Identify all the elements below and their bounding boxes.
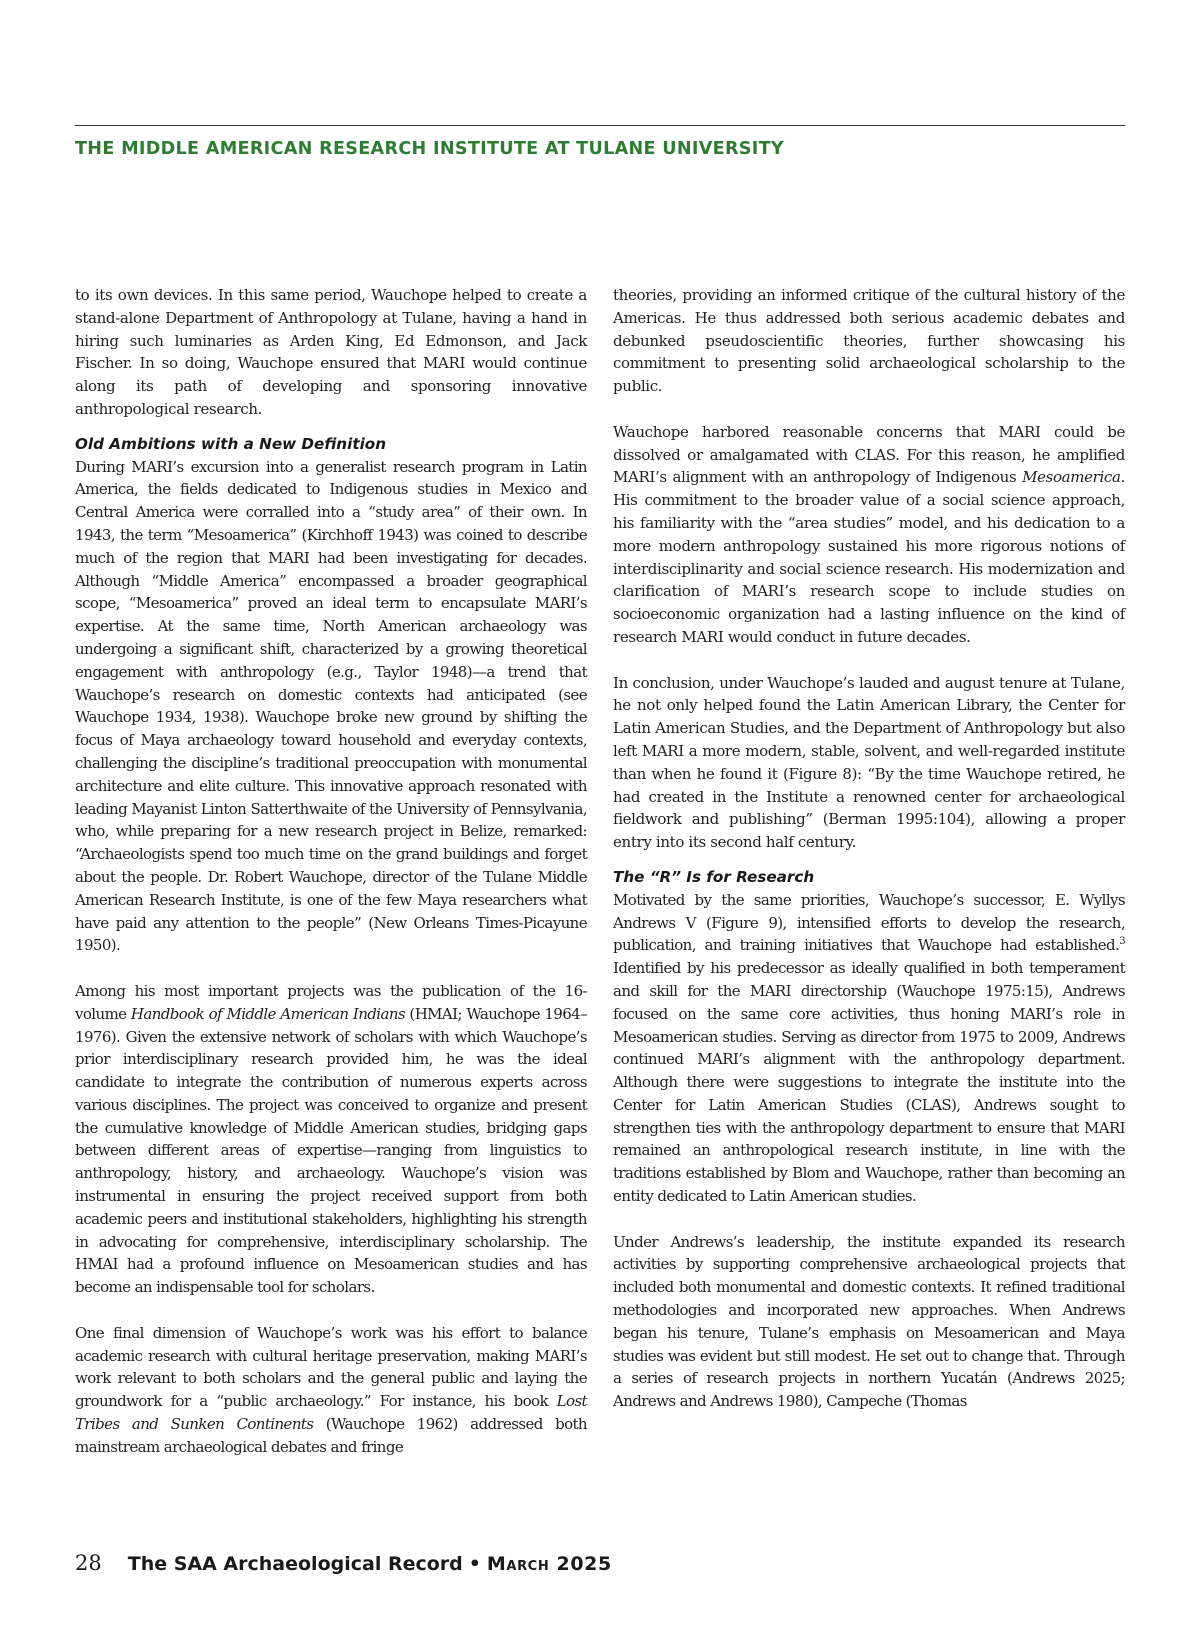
left-paragraph-2: During MARI’s excursion into a generalist research program in Latin America, the fields dedicated to Indigenous studies in Mexico and Central America were corralled into a “study area” of their own. In 1943, the term “Mesoamerica” (Kirchhoff 1943) was coined to describe much of the region that MARI had been investigating for decades. Although “Middle America” encompassed a broader geographical scope, “Mesoamerica” proved an ideal term to encapsulate MARI’s expertise. At the same time, North American archaeology was undergoing a significant shift, characterized by a growing theoretical engagement with anthropology (e.g., Taylor 1948)—a trend that Wauchope’s research on domestic contexts had anticipated (see Wauchope 1934, 1938). Wauchope broke new ground by shifting the focus of Maya archaeology toward household and everyday contexts, challenging the discipline’s traditional preoccupation with monumental architecture and elite culture. This innovative approach resonated with leading Mayanist Linton Satterthwaite of the University of Pennsylvania, who, while preparing for a new research project in Belize, remarked: “Archaeologists spend too much time on the grand buildings and forget about the people. Dr. Robert Wauchope, director of the Tulane Middle American Research Institute, is one of the few Maya researchers what have paid any attention to the people” (New Orleans Times-Picayune 1950). xyxy=(75,457,587,955)
issue-date: March 2025 xyxy=(486,1553,612,1575)
footer-bullet: • xyxy=(468,1553,481,1575)
p4-text-end: Identified by his predecessor as ideally qualified in both temperament and skill for the MARI directorship (Wauchope 1975:15), Andrews focused on the same core activities, thus honing MARI’s role in Mesoamerican studies. Serving as director from 1975 to 2009, Andrews continued MARI’s alignment with the anthropology department. Although there were suggestions to integrate the institute into the Center for Latin American Studies (CLAS), Andrews sought to strengthen ties with the anthropology department to ensure that MARI remained an anthropological research institute, in line with the traditions established by Blom and Wauchope, rather than becoming an entity dedicated to Latin American studies. xyxy=(613,959,1125,1206)
p4-text-start: One final dimension of Wauchope’s work was his effort to balance academic research with cultural heritage preservation, making MARI’s work relevant to both scholars and the general public and laying the groundwork for a “public archaeology.” For instance, his book xyxy=(75,1323,587,1411)
left-paragraph-4 xyxy=(75,1322,587,1459)
page-number: 28 xyxy=(75,1551,102,1575)
right-paragraph-3: In conclusion, under Wauchope’s lauded and august tenure at Tulane, he not only helped found the Latin American Library, the Center for Latin American Studies, and the Department of Anthropology but also left MARI a more modern, stable, solvent, and well-regarded institute than when he found it (Figure 8): “By the time Wauchope retired, he had created in the Institute a renowned center for archaeological fieldwork and publishing” (Berman 1995:104), allowing a proper entry into its second half century. xyxy=(613,673,1125,852)
section-heading-r-is-for-research: The “R” Is for Research xyxy=(613,867,815,886)
footnote-marker[interactable]: 3 xyxy=(1119,936,1125,948)
publication-title: The SAA Archaeological Record xyxy=(127,1553,463,1575)
right-paragraph-5: Under Andrews’s leadership, the institute expanded its research activities by supporting comprehensive archaeological projects that included both monumental and domestic contexts. It refined traditional methodologies and incorporated new approaches. When Andrews began his tenure, Tulane’s emphasis on Mesoamerican and Maya studies was evident but still modest. He set out to change that. Through a series of research projects in northern Yucatán (Andrews 2025; Andrews and Andrews 1980), Campeche (Thomas xyxy=(613,1232,1125,1411)
right-paragraph-1: theories, providing an informed critique of the cultural history of the Americas. He thus addressed both serious academic debates and debunked pseudoscientific theories, further showcasing his commitment to presenting solid archaeological scholarship to the public. xyxy=(613,286,1125,396)
header-rule xyxy=(75,125,1125,126)
mesoamerica-term: Mesoamerica xyxy=(1022,468,1121,487)
left-column xyxy=(75,284,587,1459)
hmai-title: Handbook of Middle American Indians xyxy=(130,1004,405,1023)
p3-text-end: (HMAI; Wauchope 1964–1976). Given the extensive network of scholars with which Wauchope’s prior interdisciplinary research provided him, he was the ideal candidate to integrate the contribution of numerous experts across various disciplines. The project was conceived to organize and present the cumulative knowledge of Middle American studies, bridging gaps between different areas of expertise—ranging from linguistics to anthropology, history, and archaeology. Wauchope’s vision was instrumental in ensuring the project received support from both academic peers and institutional stakeholders, highlighting his strength in advocating for comprehensive, interdisciplinary scholarship. The HMAI had a profound influence on Mesoamerican studies and has become an indispensable tool for scholars. xyxy=(75,1004,588,1297)
right-paragraph-4 xyxy=(613,889,1125,1208)
p2-text-end: . His commitment to the broader value of a social science approach, his familiarity with the “area studies” model, and his dedication to a more modern anthropology sustained his more rigorous notions of interdisciplinarity and social science research. His modernization and clarification of MARI’s research scope to include studies on socioeconomic organization had a lasting influence on the kind of research MARI would conduct in future decades. xyxy=(613,468,1125,646)
left-paragraph-1: to its own devices. In this same period, Wauchope helped to create a stand-alone Department of Anthropology at Tulane, having a hand in hiring such luminaries as Arden King, Ed Edmonson, and Jack Fischer. In so doing, Wauchope ensured that MARI would continue along its path of developing and sponsoring innovative anthropological research. xyxy=(75,286,587,418)
running-head: THE MIDDLE AMERICAN RESEARCH INSTITUTE AT TULANE UNIVERSITY xyxy=(75,139,784,159)
right-paragraph-2 xyxy=(613,421,1125,649)
p4-text-start: Motivated by the same priorities, Wauchope’s successor, E. Wyllys Andrews V (Figure 9), intensified efforts to develop the research, publication, and training initiatives that Wauchope had established. xyxy=(613,890,1125,955)
left-paragraph-3 xyxy=(75,980,587,1299)
lost-tribes-title: Lost Tribes and Sunken Continents xyxy=(75,1392,587,1434)
right-column xyxy=(613,284,1125,1413)
page-footer xyxy=(75,1551,612,1575)
p4-text-end: (Wauchope 1962) addressed both mainstream archaeological debates and fringe xyxy=(75,1415,587,1456)
p2-text-start: Wauchope harbored reasonable concerns that MARI could be dissolved or amalgamated with CLAS. For this reason, he amplified MARI’s alignment with an anthropology of Indigenous xyxy=(613,422,1125,487)
p3-text-start: Among his most important projects was the publication of the 16-volume xyxy=(75,981,587,1023)
section-heading-old-ambitions: Old Ambitions with a New Definition xyxy=(75,434,387,453)
